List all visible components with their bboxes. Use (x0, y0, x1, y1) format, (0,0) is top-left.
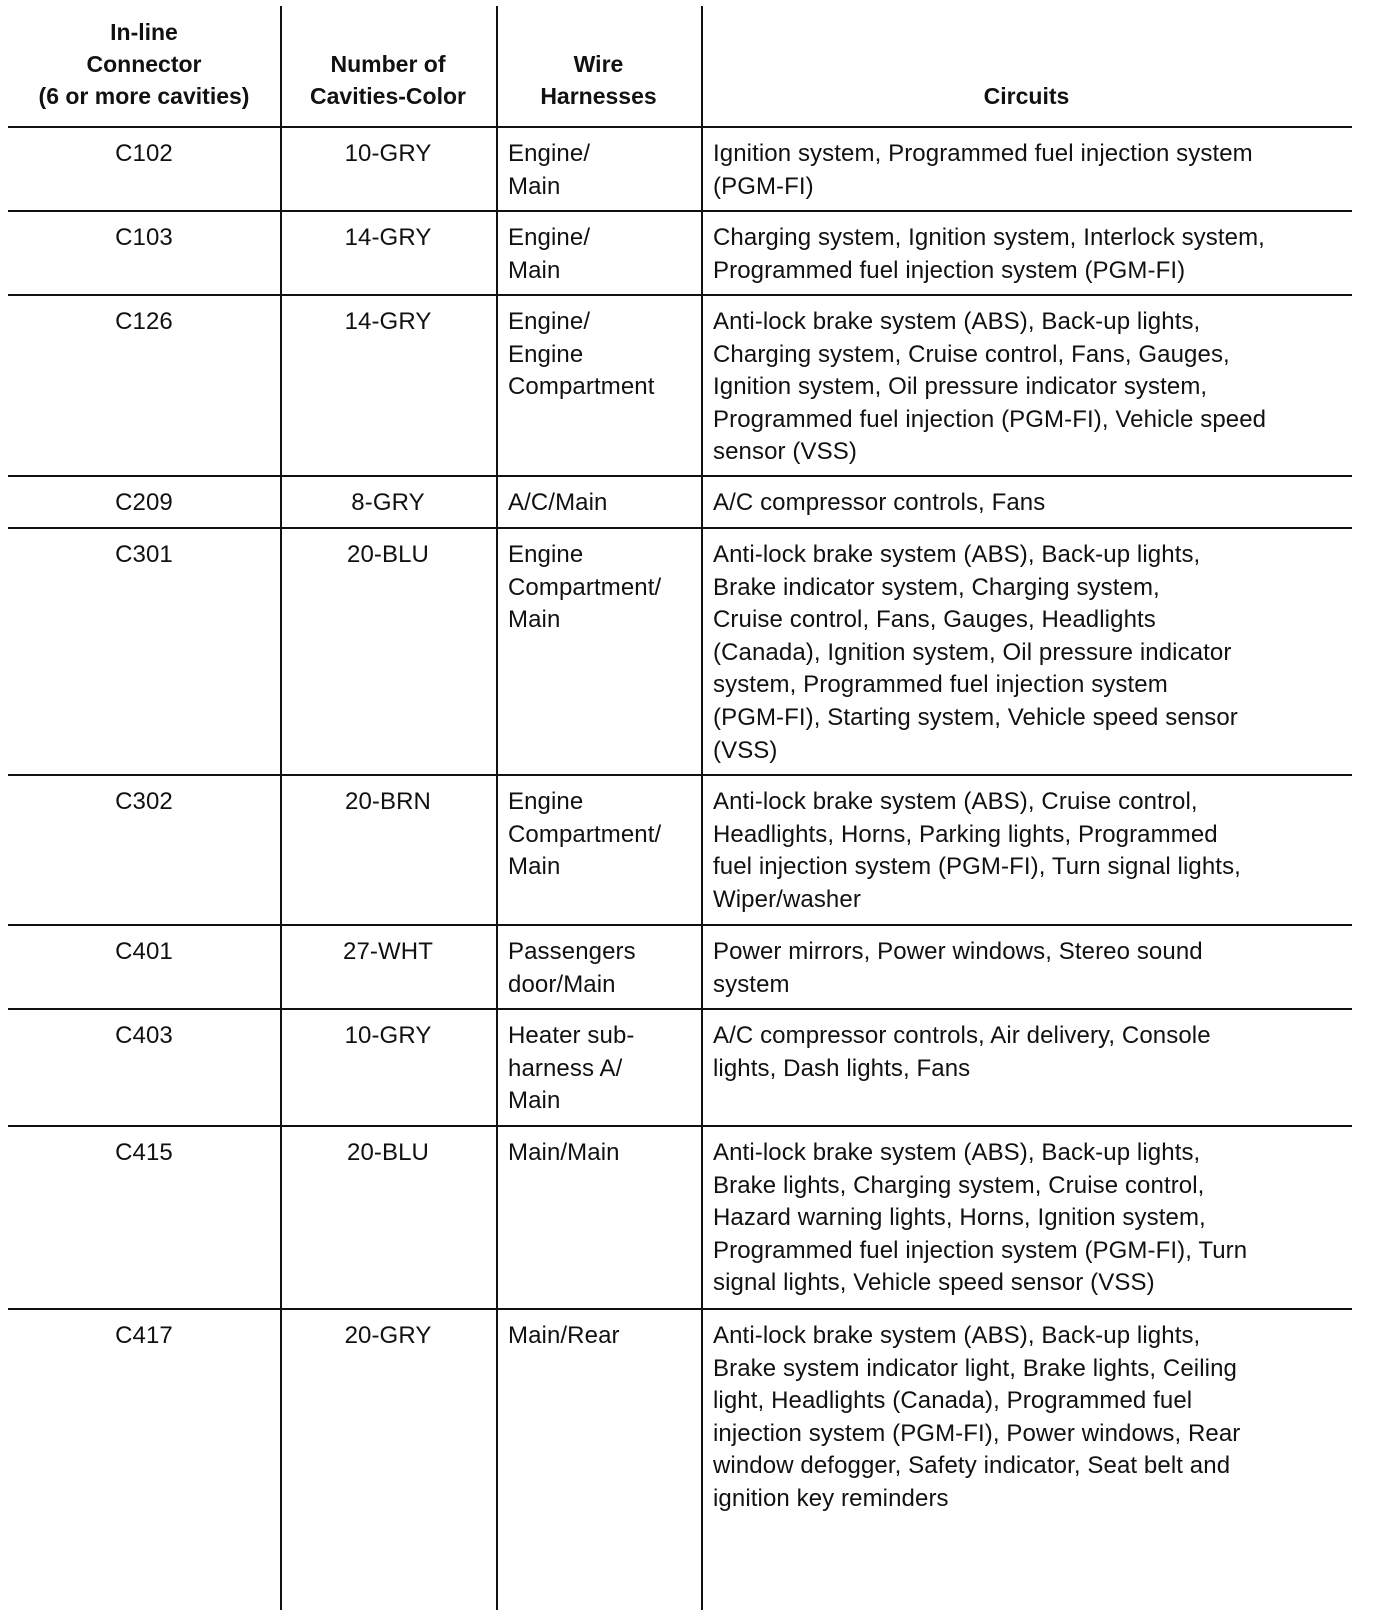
circuits-line: Anti-lock brake system (ABS), Back-up lights, (713, 1322, 1201, 1349)
harness-line: Main/Main (508, 1139, 620, 1166)
cavities-cell: 8-GRY (280, 476, 496, 528)
header-connector-line: (6 or more cavities) (38, 83, 250, 109)
harness-line: Passengers (508, 938, 636, 965)
circuits-line: Programmed fuel injection system (PGM-FI) (713, 256, 1186, 284)
header-cavities (280, 0, 496, 127)
circuits-line: Brake system indicator light, Brake lights, Ceiling (713, 1354, 1237, 1382)
circuits-line: (PGM-FI), Starting system, Vehicle speed sensor (713, 703, 1238, 731)
cavities-cell: 20-BLU (280, 1126, 496, 1309)
cavities-cell: 14-GRY (280, 211, 496, 295)
harness-line: Engine (508, 340, 584, 368)
connector-cell: C103 (8, 211, 280, 295)
circuits-line: light, Headlights (Canada), Programmed fuel (713, 1387, 1193, 1415)
circuits-line: Brake indicator system, Charging system, (713, 573, 1160, 601)
header-harness-line: Harnesses (540, 83, 657, 109)
connector-cell: C403 (8, 1009, 280, 1126)
cavities-cell: 20-BLU (280, 528, 496, 775)
harness-cell (496, 1126, 701, 1309)
harness-line: Engine (508, 788, 584, 815)
circuits-line: Anti-lock brake system (ABS), Back-up lights, (713, 308, 1201, 335)
table-row (8, 1126, 1352, 1309)
table-row (8, 476, 1352, 528)
circuits-line: Programmed fuel injection (PGM-FI), Vehicle speed (713, 405, 1267, 433)
harness-line: Main (508, 606, 561, 634)
harness-line: Compartment/ (508, 573, 662, 601)
circuits-line: Hazard warning lights, Horns, Ignition system, (713, 1204, 1206, 1232)
harness-line: Engine/ (508, 224, 591, 251)
harness-cell (496, 1009, 701, 1126)
circuits-line: signal lights, Vehicle speed sensor (VSS) (713, 1269, 1155, 1297)
harness-cell (496, 528, 701, 775)
harness-cell (496, 775, 701, 925)
harness-cell (496, 925, 701, 1009)
header-connector (8, 0, 280, 127)
connector-cell: C415 (8, 1126, 280, 1309)
harness-line: Main (508, 172, 561, 200)
circuits-line: Power mirrors, Power windows, Stereo sound (713, 938, 1203, 965)
connector-cell: C302 (8, 775, 280, 925)
circuits-line: Brake lights, Charging system, Cruise control, (713, 1171, 1205, 1199)
circuits-cell (701, 1126, 1352, 1309)
circuits-line: Cruise control, Fans, Gauges, Headlights (713, 606, 1156, 634)
header-harness (496, 0, 701, 127)
cavities-cell: 10-GRY (280, 1009, 496, 1126)
circuits-cell (701, 775, 1352, 925)
connector-cell: C301 (8, 528, 280, 775)
connector-cell: C417 (115, 1322, 173, 1349)
harness-line: harness A/ (508, 1054, 623, 1082)
circuits-cell (701, 925, 1352, 1009)
circuits-line: Headlights, Horns, Parking lights, Programmed (713, 820, 1218, 848)
header-cavities-line: Cavities-Color (310, 83, 466, 109)
cavities-cell: 20-BRN (280, 775, 496, 925)
circuits-line: Ignition system, Oil pressure indicator system, (713, 373, 1208, 401)
harness-line: Compartment (508, 373, 655, 401)
cavities-cell: 20-GRY (344, 1322, 432, 1349)
circuits-line: ignition key reminders (713, 1484, 949, 1512)
circuits-line: Anti-lock brake system (ABS), Back-up lights, (713, 541, 1201, 568)
connector-cell: C209 (8, 476, 280, 528)
table-row (8, 528, 1352, 775)
table-row (8, 211, 1352, 295)
circuits-line: injection system (PGM-FI), Power windows, Rear (713, 1419, 1241, 1447)
circuits-line: fuel injection system (PGM-FI), Turn signal lights, (713, 853, 1241, 881)
header-cavities-line: Number of (330, 51, 446, 77)
table-row (8, 775, 1352, 925)
table-row (8, 1309, 1352, 1569)
circuits-line: A/C compressor controls, Air delivery, Console (713, 1022, 1211, 1049)
harness-line: door/Main (508, 970, 616, 998)
header-circuits: Circuits (701, 0, 1352, 127)
harness-cell (496, 476, 701, 528)
circuits-line: (VSS) (713, 736, 778, 764)
harness-line: Compartment/ (508, 820, 662, 848)
cavities-cell: 10-GRY (280, 127, 496, 211)
table-row (8, 925, 1352, 1009)
connector-table (8, 0, 1352, 1569)
harness-line: Engine/ (508, 308, 591, 335)
harness-cell (496, 1309, 701, 1569)
connector-cell: C401 (8, 925, 280, 1009)
header-row (8, 0, 1352, 127)
circuits-cell (701, 211, 1352, 295)
circuits-line: Charging system, Ignition system, Interlock system, (713, 224, 1265, 251)
circuits-line: A/C compressor controls, Fans (713, 489, 1046, 516)
harness-cell (496, 127, 701, 211)
harness-line: Engine/ (508, 140, 591, 167)
table-row (8, 1009, 1352, 1126)
circuits-line: sensor (VSS) (713, 438, 857, 466)
connector-table-frame (8, 0, 1368, 1610)
circuits-line: Anti-lock brake system (ABS), Back-up lights, (713, 1139, 1201, 1166)
harness-cell (496, 211, 701, 295)
circuits-line: lights, Dash lights, Fans (713, 1054, 971, 1082)
circuits-cell (701, 127, 1352, 211)
circuits-line: Wiper/washer (713, 885, 861, 913)
table-row (8, 127, 1352, 211)
circuits-cell (701, 1309, 1352, 1569)
connector-cell: C126 (8, 295, 280, 476)
cavities-cell: 14-GRY (280, 295, 496, 476)
harness-line: Engine (508, 541, 584, 568)
harness-line: Main (508, 1087, 561, 1115)
circuits-line: (PGM-FI) (713, 172, 814, 200)
harness-line: Main (508, 256, 561, 284)
circuits-line: system, Programmed fuel injection system (713, 671, 1168, 699)
header-connector-line: In-line (110, 19, 178, 45)
cavities-cell: 27-WHT (280, 925, 496, 1009)
circuits-line: Programmed fuel injection system (PGM-FI), Turn (713, 1236, 1248, 1264)
circuits-line: Charging system, Cruise control, Fans, Gauges, (713, 340, 1230, 368)
harness-line: Heater sub- (508, 1022, 635, 1049)
circuits-cell (701, 295, 1352, 476)
harness-line: A/C/Main (508, 489, 608, 516)
circuits-line: Anti-lock brake system (ABS), Cruise control, (713, 788, 1198, 815)
circuits-line: window defogger, Safety indicator, Seat belt and (713, 1452, 1231, 1480)
circuits-cell (701, 528, 1352, 775)
table-body (8, 127, 1352, 1569)
header-connector-line: Connector (86, 51, 202, 77)
harness-line: Main/Rear (508, 1322, 620, 1349)
table-row (8, 295, 1352, 476)
circuits-line: (Canada), Ignition system, Oil pressure indicator (713, 638, 1232, 666)
circuits-cell (701, 476, 1352, 528)
connector-cell: C102 (8, 127, 280, 211)
circuits-line: Ignition system, Programmed fuel injection system (713, 140, 1253, 167)
header-harness-line: Wire (573, 51, 624, 77)
harness-cell (496, 295, 701, 476)
harness-line: Main (508, 853, 561, 881)
circuits-cell (701, 1009, 1352, 1126)
circuits-line: system (713, 970, 790, 998)
